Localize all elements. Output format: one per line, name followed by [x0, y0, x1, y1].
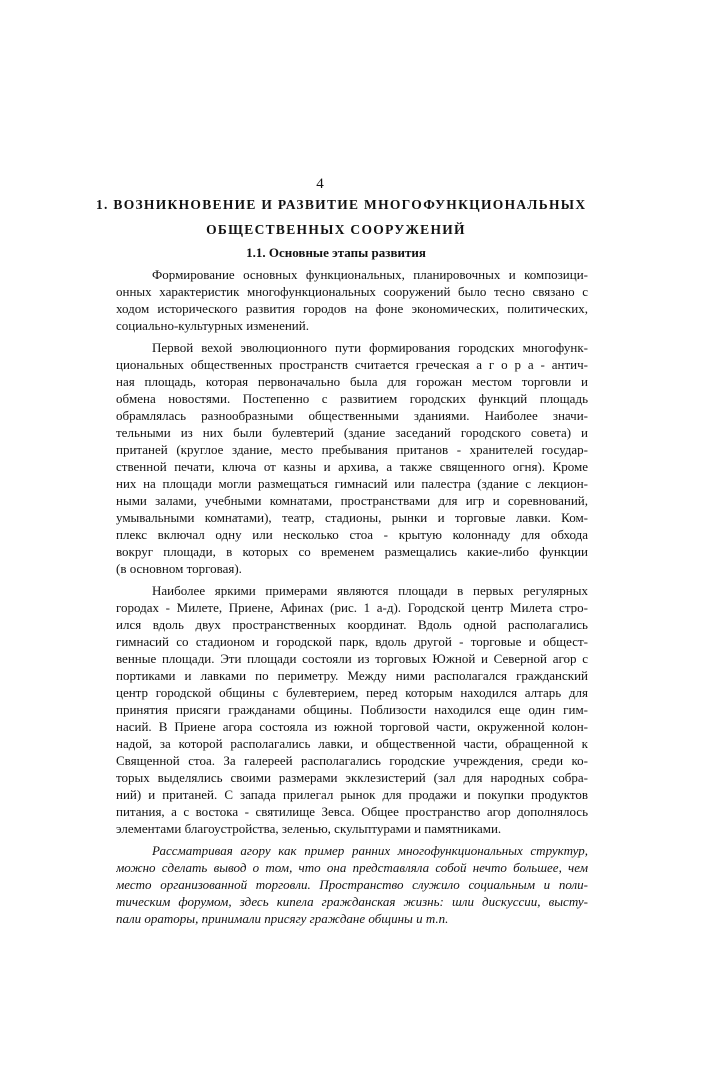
text-line: Священной стоа. За галереей располагались городские учреждения, среди ко- — [116, 753, 588, 768]
text-line: венные площади. Эти площади состояли из торговых Южной и Северной агор с — [116, 651, 588, 666]
text-line: городах - Милете, Приене, Афинах (рис. 1 а-д). Городской центр Милета стро- — [116, 600, 588, 615]
text-line: Наиболее яркими примерами являются площади в первых регулярных — [152, 583, 588, 598]
text-line: насий. В Приене агора состояла из южной торговой части, окруженной колон- — [116, 719, 588, 734]
text-line: ходом исторического развития городов на фоне экономических, политических, — [116, 301, 588, 316]
text-line: умывальными комнатами), театр, стадионы, рынки и торговые лавки. Ком- — [116, 510, 588, 525]
text-line: (в основном торговая). — [116, 561, 242, 576]
text-line: онных характеристик многофункциональных сооружений было тесно связано с — [116, 284, 588, 299]
text-line: социально-культурных изменений. — [116, 318, 309, 333]
paragraph-4-conclusion — [116, 842, 588, 927]
paragraph-1 — [116, 266, 588, 334]
text-line: ная площадь, которая первоначально была для горожан местом торговли и — [116, 374, 588, 389]
text-line: надой, за которой располагались лавки, и общественной части, обращенной к — [116, 736, 588, 751]
text-line: тельными из них были булевтерий (здание заседаний городского совета) и — [116, 425, 588, 440]
page-number: 4 — [316, 176, 324, 192]
text-line: питания, а с востока - святилище Зевса. Общее пространство агор дополнялось — [116, 804, 588, 819]
text-line: обрамлялась разнообразными общественными зданиями. Наиболее значи- — [116, 408, 588, 423]
chapter-title-line-2: ОБЩЕСТВЕННЫХ СООРУЖЕНИЙ — [206, 222, 466, 237]
text-line: принятия присяги гражданами общины. Поблизости находился еще один гим- — [116, 702, 588, 717]
text-line: торых выделялись своими размерами экклезистерий (зал для народных собра- — [116, 770, 588, 785]
text-line: ний) и пританей. С запада прилегал рынок для продажи и покупки продуктов — [116, 787, 588, 802]
text-line: Рассматривая агору как пример ранних многофункциональных структур, — [152, 843, 588, 858]
text-line: можно сделать вывод о том, что она представляла собой нечто большее, чем — [116, 860, 588, 875]
body-text — [116, 266, 588, 932]
text-line: центр городской общины с булевтерием, перед которым находился алтарь для — [116, 685, 588, 700]
text-line: ными залами, учебными комнатами, пространствами для игр и соревнований, — [116, 493, 588, 508]
text-line: пританей (круглое здание, место пребывания пританов - хранителей государ- — [116, 442, 588, 457]
text-line: вокруг площади, в которых со временем размещались какие-либо функции — [116, 544, 588, 559]
paragraph-3 — [116, 582, 588, 837]
chapter-title-line-1: 1. ВОЗНИКНОВЕНИЕ И РАЗВИТИЕ МНОГОФУНКЦИОНАЛЬНЫХ — [96, 197, 587, 212]
text-line: обмена новостями. Постепенно с развитием городских функций площадь — [116, 391, 588, 406]
text-line: элементами благоустройства, зеленью, скульптурами и памятниками. — [116, 821, 502, 836]
text-line: пали ораторы, принимали присягу граждане общины и т.п. — [116, 911, 449, 926]
text-line: плекс включал одну или несколько стоа - крытую колоннаду для обхода — [116, 527, 588, 542]
text-line: место организованной торговли. Пространство служило социальным и поли- — [116, 877, 588, 892]
text-line: ился вдоль двух пространственных координат. Вдоль одной располагались — [116, 617, 588, 632]
text-line: ственной печати, ключа от казны и архива, а также священного огня). Кроме — [116, 459, 588, 474]
section-title: 1.1. Основные этапы развития — [246, 245, 426, 260]
text-line: гимнасий со стадионом и городской парк, вдоль другой - торговые и общест- — [116, 634, 588, 649]
text-line: тическим форумом, здесь кипела гражданская жизнь: шли дискуссии, высту- — [116, 894, 588, 909]
text-line: циональных общественных пространств считается греческая а г о р а - антич- — [116, 357, 588, 372]
paragraph-2 — [116, 339, 588, 577]
text-line: них на площади могли размещаться гимнасий или палестра (здание с лекцион- — [116, 476, 588, 491]
text-line: портиками и лавками по периметру. Между ними располагался гражданский — [116, 668, 588, 683]
text-line: Формирование основных функциональных, планировочных и композици- — [152, 267, 588, 282]
text-line: Первой вехой эволюционного пути формирования городских многофунк- — [152, 340, 588, 355]
